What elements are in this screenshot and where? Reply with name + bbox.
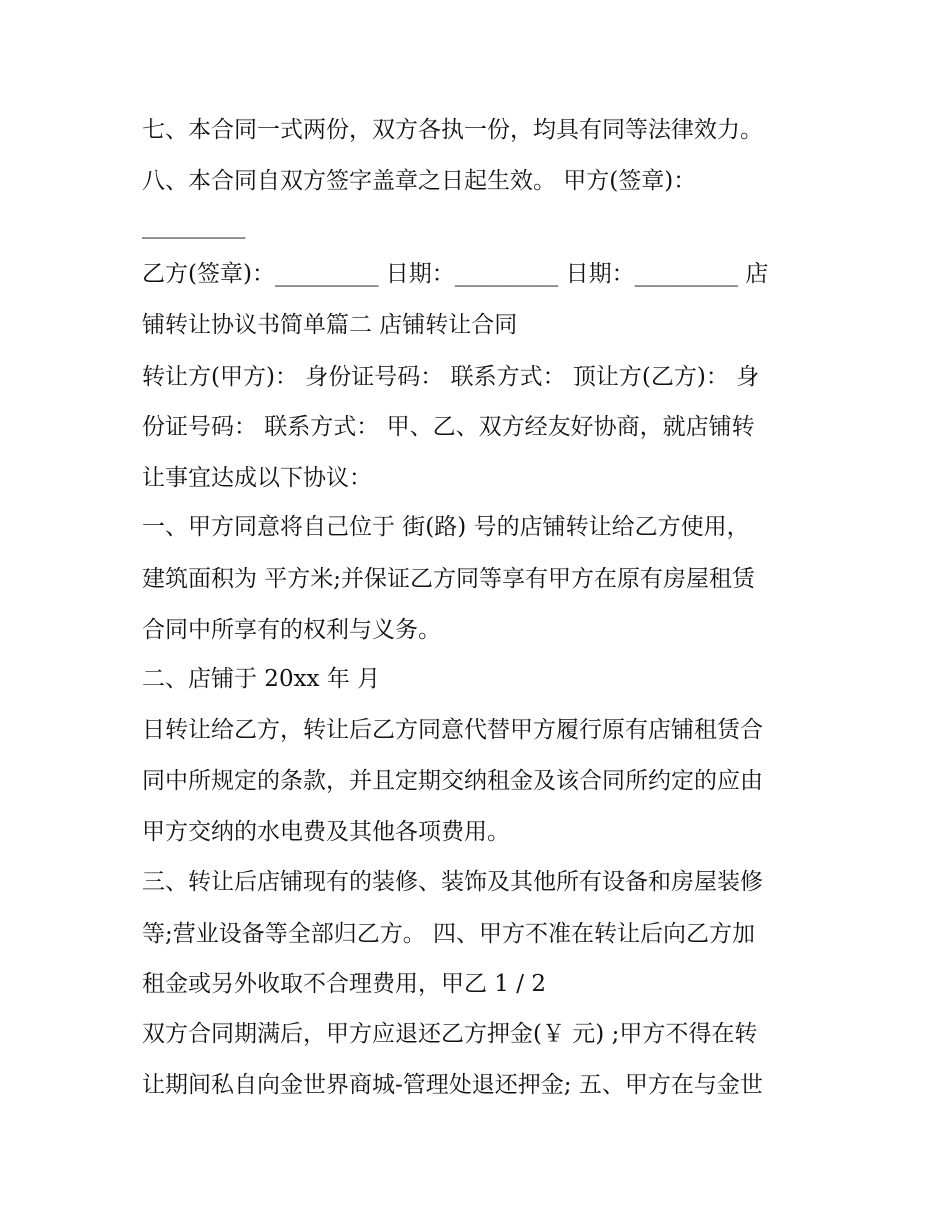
signature-blank-line: _________ (142, 213, 246, 239)
text-line: 乙方(签章)：_________ 日期：_________ 日期：_________ 店 (142, 261, 769, 287)
text-line: 建筑面积为 平方米;并保证乙方同等享有甲方在原有房屋租赁 (142, 566, 756, 592)
text-line: 七、本合同一式两份，双方各执一份，均具有同等法律效力。 (142, 117, 763, 143)
text-line: 铺转让协议书简单篇二 店铺转让合同 (142, 312, 518, 338)
text-line: 二、店铺于 20xx 年 月 (142, 666, 381, 692)
text-line: 双方合同期满后，甲方应退还乙方押金(￥ 元) ;甲方不得在转 (142, 1021, 758, 1047)
text-line: 等;营业设备等全部归乙方。 四、甲方不准在转让后向乙方加 (142, 921, 756, 947)
text-line: 日转让给乙方，转让后乙方同意代替甲方履行原有店铺租赁合 (142, 717, 763, 743)
text-line: 转让方(甲方)： 身份证号码： 联系方式： 顶让方(乙方)： 身 (142, 364, 760, 390)
text-line: 合同中所享有的权利与义务。 (142, 617, 441, 643)
text-line: 让期间私自向金世界商城-管理处退还押金; 五、甲方在与金世 (142, 1072, 763, 1098)
text-line: 同中所规定的条款，并且定期交纳租金及该合同所约定的应由 (142, 768, 763, 794)
text-line: 让事宜达成以下协议： (142, 465, 372, 491)
text-line: 八、本合同自双方签字盖章之日起生效。 甲方(签章)： (142, 168, 697, 194)
text-line: 一、甲方同意将自己位于 街(路) 号的店铺转让给乙方使用， (142, 514, 750, 540)
text-line: 三、转让后店铺现有的装修、装饰及其他所有设备和房屋装修 (142, 869, 763, 895)
text-line: 份证号码： 联系方式： 甲、乙、双方经友好协商，就店铺转 (142, 414, 755, 440)
text-line: 甲方交纳的水电费及其他各项费用。 (142, 819, 510, 845)
text-line-with-page-number: 租金或另外收取不合理费用，甲乙 1 / 2 (142, 971, 546, 997)
